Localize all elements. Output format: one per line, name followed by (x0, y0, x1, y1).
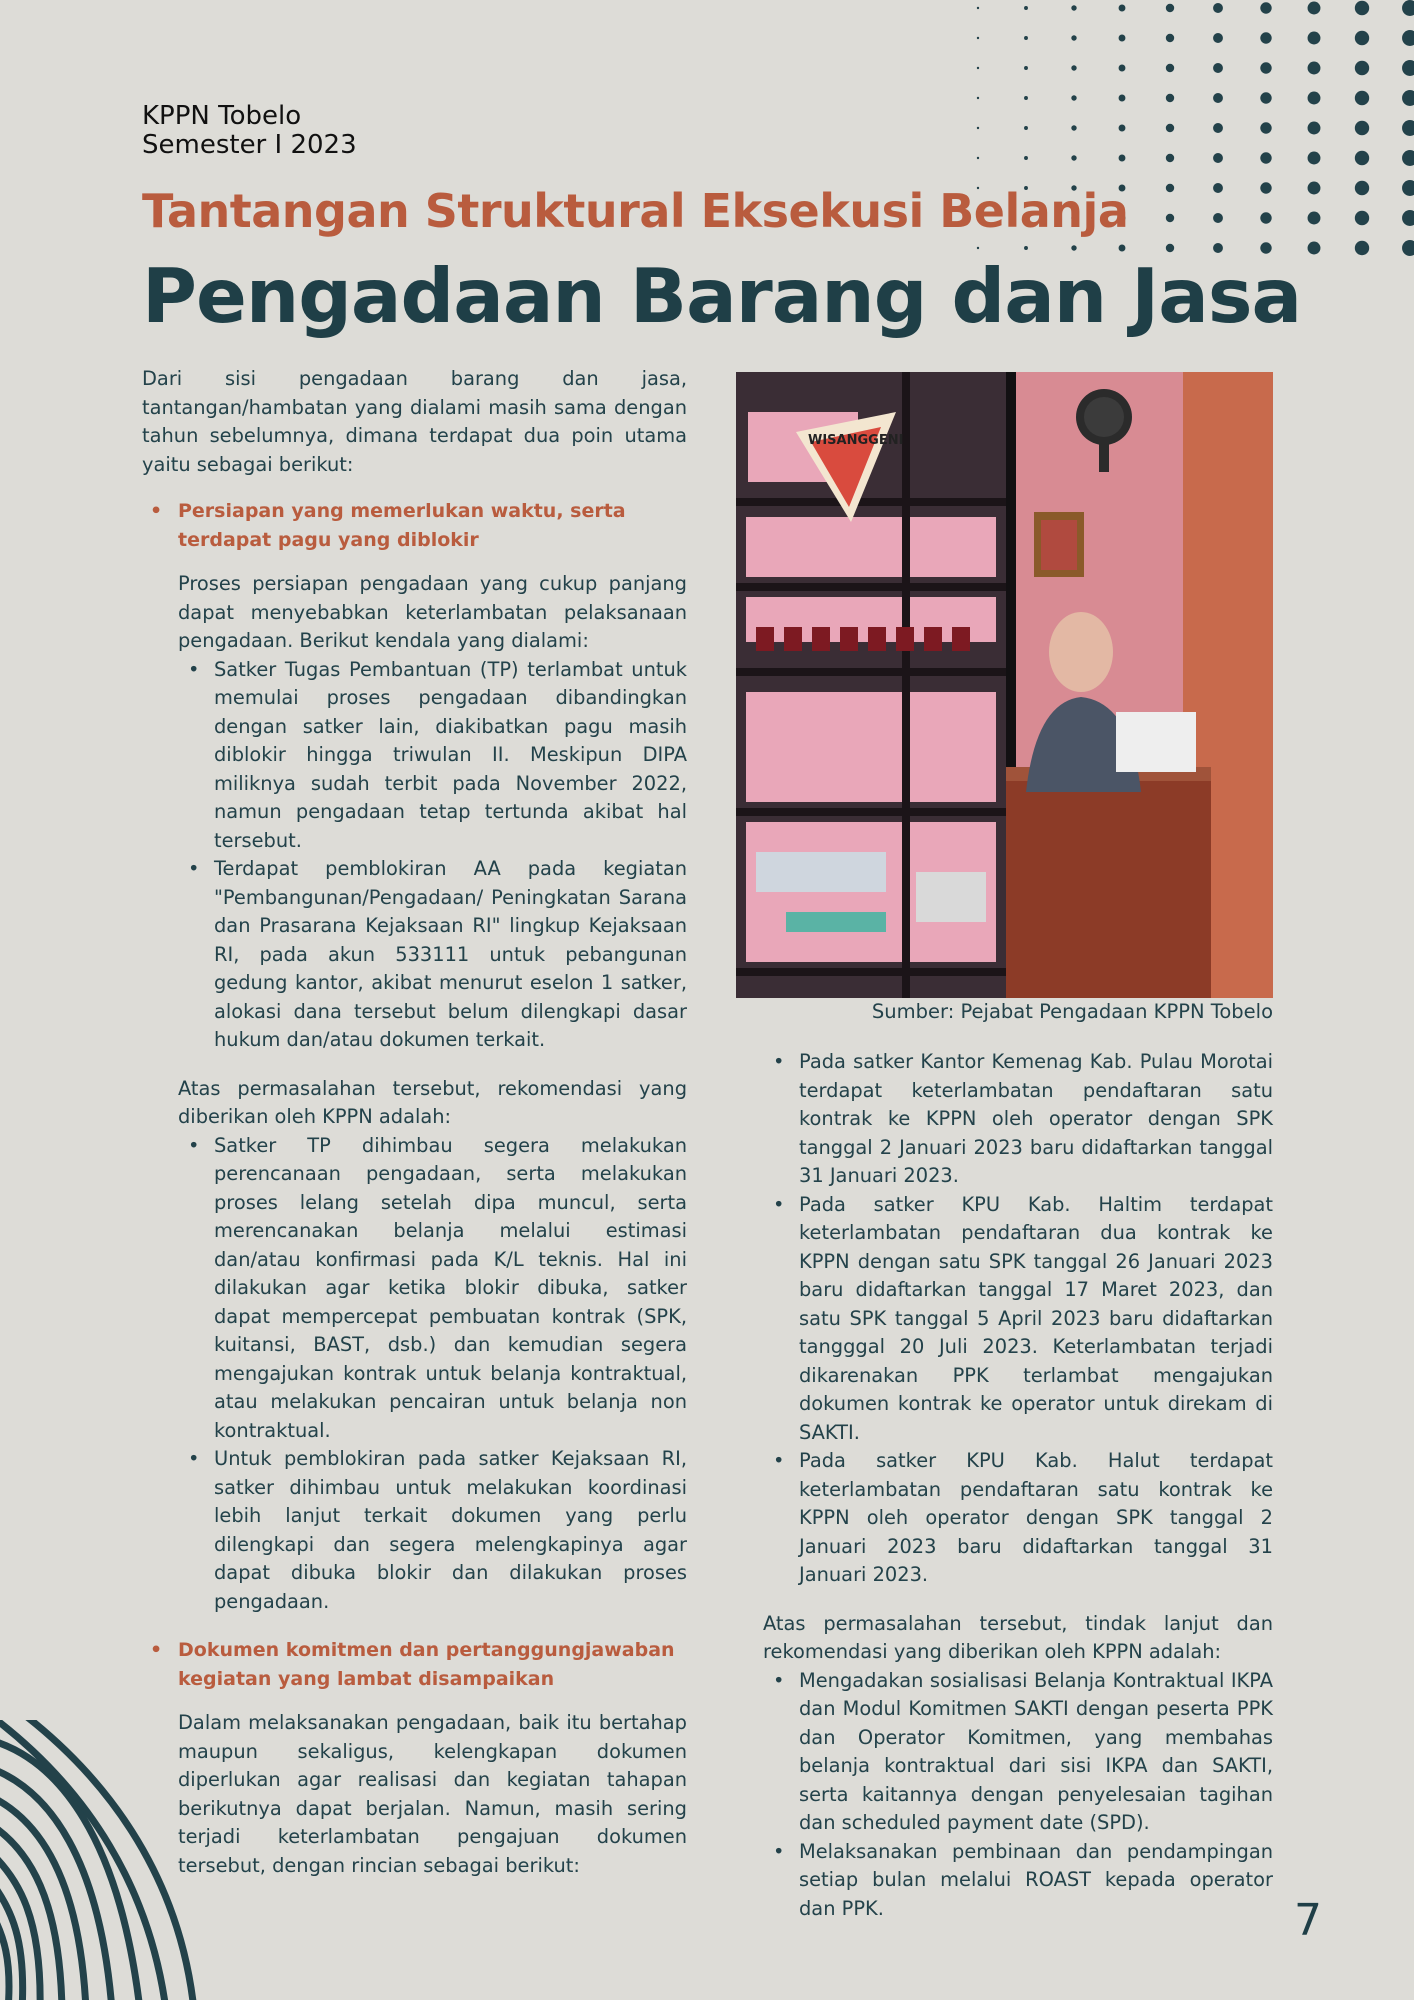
decor-dot (1071, 65, 1076, 70)
decor-dot (1213, 123, 1223, 133)
decor-dot (1024, 246, 1028, 250)
decor-dot (977, 157, 979, 159)
decor-dot (1213, 63, 1223, 73)
decor-dot (1119, 125, 1126, 132)
section-1-recommendation-intro: Atas permasalahan tersebut, rekomendasi yang diberikan oleh KPPN adalah: (178, 1076, 687, 1128)
decor-dot (1355, 181, 1369, 195)
list-item: • Satker TP dihimbau segera melakukan perencanaan pengadaan, serta melakukan proses lelang setelah dipa muncul, serta merencanakan belanja melalui estimasi dan/atau konfirmasi pada K/L teknis. Hal ini dilakukan agar ketika blokir dibuka, satker dapat mempercepat pembuatan kontrak (SPK, kuitansi, BAST, dsb.) dan kemudian segera mengajukan kontrak untuk belanja kontraktual, atau melakukan pencairan untuk belanja non kontraktual. (214, 1132, 687, 1446)
decor-dot (1071, 5, 1076, 10)
decor-dot (1071, 95, 1076, 100)
decor-dot (1308, 92, 1321, 105)
decor-dot (1213, 213, 1223, 223)
document-header (142, 102, 357, 160)
decor-dot (1355, 211, 1369, 225)
decor-dot (1166, 64, 1174, 72)
decor-dot (1071, 35, 1076, 40)
right-column (763, 1048, 1273, 1923)
decor-dot (1308, 242, 1321, 255)
decor-dot (977, 67, 979, 69)
decor-dot (1355, 151, 1369, 165)
decor-dot (1260, 92, 1271, 103)
page-number: 7 (1294, 1895, 1322, 1946)
decor-dot (1355, 121, 1369, 135)
intro-paragraph: Dari sisi pengadaan barang dan jasa, tantangan/hambatan yang dialami masih sama dengan tahun sebelumnya, dimana terdapat dua poin utama yaitu sebagai berikut: (142, 367, 687, 476)
list-item: • Terdapat pemblokiran AA pada kegiatan "Pembangunan/Pengadaan/ Peningkatan Sarana dan Prasarana Kejaksaan RI" lingkup Kejaksaan RI, pada akun 533111 untuk pebangunan gedung kantor, akibat menurut eselon 1 satker, alokasi dana tersebut belum dilengkapi dasar hukum dan/atau dokumen terkait. (214, 855, 687, 1055)
decor-dot (1213, 93, 1223, 103)
decor-dot (1119, 5, 1126, 12)
right-recommendations (763, 1667, 1273, 1924)
decor-dot (1260, 122, 1271, 133)
decor-dot (1402, 0, 1414, 16)
decor-dot (1166, 34, 1174, 42)
section-kicker: Tantangan Struktural Eksekusi Belanja (142, 184, 1129, 238)
list-item: • Pada satker KPU Kab. Haltim terdapat keterlambatan pendaftaran dua kontrak ke KPPN dengan satu SPK tanggal 26 Januari 2023 baru didaftarkan tanggal 17 Maret 2023, dan satu SPK tanggal 5 April 2023 baru didaftarkan tangggal 20 Juli 2023. Keterlambatan terjadi dikarenakan PPK terlambat mengajukan dokumen kontrak ke operator untuk direkam di SAKTI. (799, 1191, 1273, 1448)
decor-dot (1260, 62, 1271, 73)
decor-dot (1166, 214, 1174, 222)
decor-dot (1213, 33, 1223, 43)
decor-dot (1260, 212, 1271, 223)
decor-dot (1355, 31, 1369, 45)
decor-dot (1260, 2, 1271, 13)
decor-dot (1308, 62, 1321, 75)
section-2-paragraph: Dalam melaksanakan pengadaan, baik itu bertahap maupun sekaligus, kelengkapan dokumen diperlukan agar realisasi dan kegiatan tahapan berikutnya dapat berjalan. Namun, masih sering terjadi keterlambatan pengajuan dokumen tersebut, dengan rincian sebagai berikut: (178, 1711, 687, 1877)
decor-dot (1166, 124, 1174, 132)
page-title: Pengadaan Barang dan Jasa (142, 252, 1302, 340)
decor-dot (1308, 122, 1321, 135)
decor-dot (1402, 60, 1414, 76)
decor-dot (1119, 155, 1126, 162)
decor-dot (1024, 36, 1028, 40)
decor-dot (1308, 152, 1321, 165)
list-item: • Melaksanakan pembinaan dan pendampingan setiap bulan melalui ROAST kepada operator dan PPK. (799, 1838, 1273, 1924)
list-item: • Pada satker Kantor Kemenag Kab. Pulau Morotai terdapat keterlambatan pendaftaran satu kontrak ke KPPN oleh operator dengan SPK tanggal 2 Januari 2023 baru didaftarkan tanggal 31 Januari 2023. (799, 1048, 1273, 1191)
decor-dot (1071, 125, 1076, 130)
decor-dot (1166, 154, 1174, 162)
decor-dot (1119, 95, 1126, 102)
decor-dot (1402, 120, 1414, 136)
decor-dot (1024, 156, 1028, 160)
decor-dot (1071, 245, 1076, 250)
decor-dot (1024, 6, 1028, 10)
decor-dot (1024, 126, 1028, 130)
decor-dot (1166, 4, 1174, 12)
decor-dot (1213, 183, 1223, 193)
decor-dot (1213, 3, 1223, 13)
decor-dot (977, 127, 979, 129)
decor-dot (1166, 184, 1174, 192)
decor-dot (1119, 245, 1126, 252)
list-item: • Mengadakan sosialisasi Belanja Kontraktual IKPA dan Modul Komitmen SAKTI dengan peserta PPK dan Operator Komitmen, yang membahas belanja kontraktual dari sisi IKPA dan SAKTI, serta kaitannya dengan penyelesaian tagihan dan scheduled payment date (SPD). (799, 1667, 1273, 1838)
section-heading-1: • Persiapan yang memerlukan waktu, serta terdapat pagu yang diblokir (178, 497, 687, 554)
decor-dot (1402, 210, 1414, 226)
decor-dot (1402, 180, 1414, 196)
decor-dot (1119, 65, 1126, 72)
decor-dot (977, 247, 979, 249)
decor-dot (977, 97, 979, 99)
shop-photo (736, 372, 1273, 998)
decor-dot (1402, 30, 1414, 46)
decor-dot (1355, 1, 1369, 15)
decor-dot (1260, 32, 1271, 43)
decor-dot (1024, 96, 1028, 100)
list-item: • Pada satker KPU Kab. Halut terdapat keterlambatan pendaftaran satu kontrak ke KPPN oleh operator dengan SPK tanggal 2 Januari 2023 baru didaftarkan tanggal 31 Januari 2023. (799, 1447, 1273, 1590)
decor-dot (1071, 155, 1076, 160)
decor-dot (1308, 182, 1321, 195)
section-1-paragraph: Proses persiapan pengadaan yang cukup panjang dapat menyebabkan keterlambatan pelaksanaan pengadaan. Berikut kendala yang dialami: (178, 572, 687, 652)
period-label: Semester I 2023 (142, 130, 357, 160)
section-heading-2: • Dokumen komitmen dan pertanggungjawaban kegiatan yang lambat disampaikan (178, 1636, 687, 1693)
late-contract-cases (763, 1048, 1273, 1590)
decor-dot (977, 7, 979, 9)
decor-dot (1402, 150, 1414, 166)
decor-dot (1355, 91, 1369, 105)
shop-sign-text: WISANGGENI (808, 433, 904, 448)
section-1-issues (178, 656, 687, 1055)
photo-caption: Sumber: Pejabat Pengadaan KPPN Tobelo (871, 1000, 1273, 1023)
decor-dot (1024, 66, 1028, 70)
list-item: • Untuk pemblokiran pada satker Kejaksaan RI, satker dihimbau untuk melakukan koordinasi lebih lanjut terkait dokumen yang perlu dilengkapi dan segera melengkapinya agar dapat dibuka blokir dan dilakukan proses pengadaan. (214, 1445, 687, 1616)
list-item: • Satker Tugas Pembantuan (TP) terlambat untuk memulai proses pengadaan dibandingkan dengan satker lain, diakibatkan pagu masih diblokir hingga triwulan II. Meskipun DIPA miliknya sudah terbit pada November 2022, namun pengadaan tetap tertunda akibat hal tersebut. (214, 656, 687, 856)
decor-dot (1308, 2, 1321, 15)
right-recommendation-intro: Atas permasalahan tersebut, tindak lanjut dan rekomendasi yang diberikan oleh KPPN adalah: (763, 1611, 1273, 1663)
org-name: KPPN Tobelo (142, 101, 302, 131)
decor-dot (1166, 244, 1174, 252)
decor-dot (1308, 212, 1321, 225)
left-column (142, 365, 687, 1880)
section-1-recommendations (178, 1132, 687, 1617)
decor-dot (1308, 32, 1321, 45)
decor-dot (1213, 153, 1223, 163)
decor-dot (1402, 90, 1414, 106)
decor-dot (1260, 152, 1271, 163)
decor-dot (1166, 94, 1174, 102)
decor-dot (1119, 35, 1126, 42)
decor-dot (1355, 61, 1369, 75)
decor-dot (1402, 240, 1414, 256)
decor-dot (1355, 241, 1369, 255)
decor-dot (977, 37, 979, 39)
decor-dot (1260, 182, 1271, 193)
